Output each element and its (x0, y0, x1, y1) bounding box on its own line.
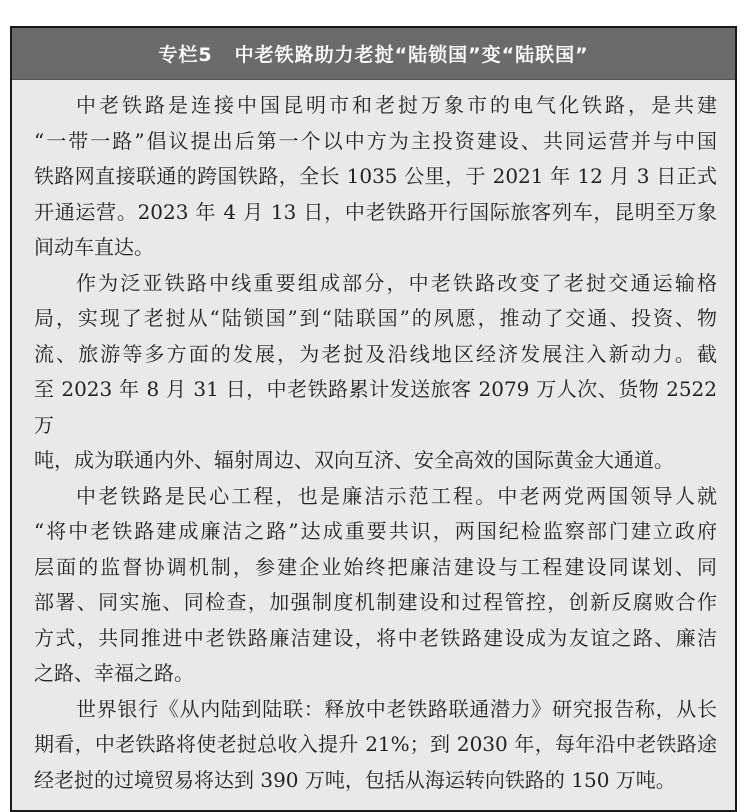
text-line: 作为泛亚铁路中线重要组成部分，中老铁路改变了老挝交通运输格 (76, 270, 717, 295)
paragraph (34, 692, 717, 799)
box-title: 中老铁路助力老挝“陆锁国”变“陆联国” (234, 44, 589, 66)
text-line: “将中老铁路建成廉洁之路”达成重要共识，两国纪检监察部门建立政府 (34, 519, 717, 543)
text-line: “一带一路”倡议提出后第一个以中方为主投资建设、共同运营并与中国 (34, 128, 717, 153)
text-line: 部署、同实施、同检查，加强制度机制建设和过程管控，创新反腐败合作 (34, 590, 717, 614)
text-line: 局，实现了老挝从“陆锁国”到“陆联国”的夙愿，推动了交通、投资、物 (34, 306, 717, 330)
text-line: 铁路网直接联通的跨国铁路，全长 1035 公里，于 2021 年 12 月 3 日正式 (34, 164, 717, 188)
box-header (12, 28, 735, 80)
text-line: 中老铁路是连接中国昆明市和老挝万象市的电气化铁路，是共建 (76, 93, 717, 117)
box-content (34, 88, 717, 798)
text-line: 方式，共同推进中老铁路廉洁建设，将中老铁路建设成为友谊之路、廉洁 (34, 625, 717, 650)
box-label: 专栏5 (158, 44, 213, 66)
text-line: 世界银行《从内陆到陆联：释放中老铁路联通潜力》研究报告称，从长 (76, 696, 717, 721)
paragraph (34, 88, 717, 266)
text-line: 间动车直达。 (34, 235, 154, 259)
text-line: 经老挝的过境贸易将达到 390 万吨，包括从海运转向铁路的 150 万吨。 (34, 767, 676, 792)
text-line: 开通运营。2023 年 4 月 13 日，中老铁路开行国际旅客列车，昆明至万象 (34, 199, 717, 224)
text-line: 层面的监督协调机制，参建企业始终把廉洁建设与工程建设同谋划、同 (34, 554, 717, 579)
text-line: 至 2023 年 8 月 31 日，中老铁路累计发送旅客 2079 万人次、货物 2522 万 (34, 377, 717, 437)
paragraph (34, 479, 717, 692)
text-line: 吨，成为联通内外、辐射周边、双向互济、安全高效的国际黄金大通道。 (34, 448, 674, 472)
feature-box (10, 26, 737, 812)
text-line: 中老铁路是民心工程，也是廉洁示范工程。中老两党两国领导人就 (76, 483, 717, 508)
paragraph (34, 266, 717, 479)
text-line: 之路、幸福之路。 (34, 661, 194, 685)
text-line: 期看，中老铁路将使老挝总收入提升 21%；到 2030 年，每年沿中老铁路途 (34, 732, 717, 756)
text-line: 流、旅游等多方面的发展，为老挝及沿线地区经济发展注入新动力。截 (34, 341, 717, 366)
